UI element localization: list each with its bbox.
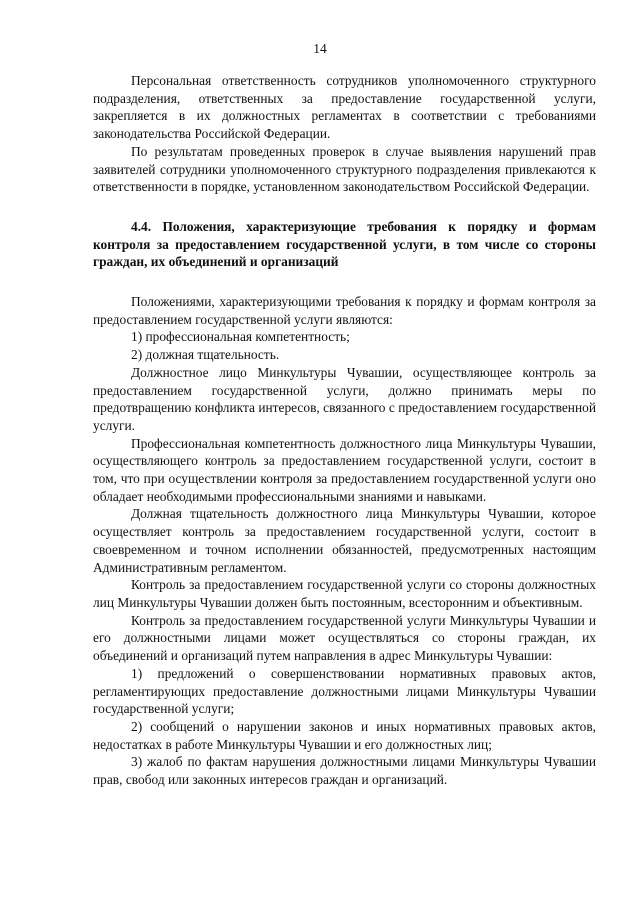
paragraph-due-diligence: Должная тщательность должностного лица Минкультуры Чувашии, которое осуществляет контроль за предоставлением государственной услуги, состоит в своевременном и точном исполнении обязанностей, предусмотренных настоящим Административным регламентом.: [93, 506, 596, 575]
list-item-reports: 2) сообщений о нарушении законов и иных нормативных правовых актов, недостатках в работе Минкультуры Чувашии и его должностных лиц;: [93, 718, 596, 752]
list-item-complaints: 3) жалоб по фактам нарушения должностными лицами Минкультуры Чувашии прав, свобод или законных интересов граждан и организаций.: [93, 754, 596, 788]
paragraph-conflict-of-interest: Должностное лицо Минкультуры Чувашии, осуществляющее контроль за предоставлением государственной услуги, должно принимать меры по предотвращению конфликта интересов, связанного с предоставлением государственной услуги.: [93, 364, 596, 433]
list-item-diligence: 2) должная тщательность.: [131, 347, 280, 363]
paragraph-responsibility: Персональная ответственность сотрудников уполномоченного структурного подразделения, ответственных за предоставление государственной услуги, закрепляется в их должностных регламентах в соответствии с требованиями законодательства Российской Федерации.: [93, 73, 596, 142]
list-item-competence: 1) профессиональная компетентность;: [131, 329, 350, 345]
paragraph-professional-competence: Профессиональная компетентность должностного лица Минкультуры Чувашии, осуществляющего контроль за предоставлением государственной услуги, состоит в том, что при осуществлении контроля за предоставлением государственной услуги оно обладает необходимыми профессиональными знаниями и навыками.: [93, 435, 596, 504]
paragraph-citizen-control: Контроль за предоставлением государственной услуги Минкультуры Чувашии и его должностными лицами может осуществляться со стороны граждан, их объединений и организаций путем направления в адрес Минкультуры Чувашии:: [93, 612, 596, 664]
paragraph-control-provisions: Положениями, характеризующими требования к порядку и формам контроля за предоставлением государственной услуги являются:: [93, 294, 596, 327]
section-heading: 4.4. Положения, характеризующие требования к порядку и формам контроля за предоставлением государственной услуги, в том числе со стороны граждан, их объединений и организаций: [93, 218, 596, 270]
page-number: 14: [313, 41, 327, 56]
page-content: [93, 72, 596, 789]
paragraph-control-continuous: Контроль за предоставлением государственной услуги со стороны должностных лиц Минкультуры Чувашии должен быть постоянным, всесторонним и объективным.: [93, 577, 596, 610]
paragraph-inspection-results: По результатам проведенных проверок в случае выявления нарушений прав заявителей сотрудники уполномоченного структурного подразделения привлекаются к ответственности в порядке, установленном законодательством Российской Федерации.: [93, 143, 596, 195]
list-item-proposals: 1) предложений о совершенствовании нормативных правовых актов, регламентирующих предоставление должностными лицами Минкультуры Чувашии государственной услуги;: [93, 665, 596, 717]
